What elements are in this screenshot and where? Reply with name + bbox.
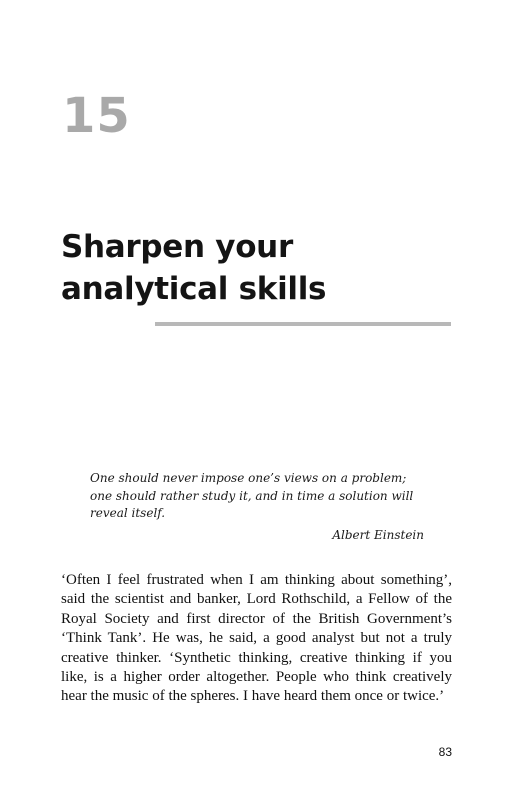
chapter-title: Sharpen your analytical skills: [61, 229, 327, 307]
epigraph-quote: One should never impose one’s views on a problem; one should rather study it, and in time a solution will reveal itself.: [90, 471, 414, 520]
epigraph-author: Albert Einstein: [332, 527, 424, 542]
title-underline-rule: [155, 322, 451, 326]
epigraph: [90, 470, 424, 544]
page-number: 83: [438, 745, 452, 759]
body-paragraph: ‘Often I feel frustrated when I am thinking about something’, said the scientist and banker, Lord Rothschild, a Fellow of the Royal Society and first director of the British Government’s ‘Think Tank’. He was, he said, a good analyst but not a truly creative thinker. ‘Synthetic thinking, creative thinking if you like, is a higher order altogether. People who think creatively hear the music of the spheres. I have heard them once or twice.’: [61, 572, 452, 705]
chapter-number: 15: [62, 88, 131, 144]
